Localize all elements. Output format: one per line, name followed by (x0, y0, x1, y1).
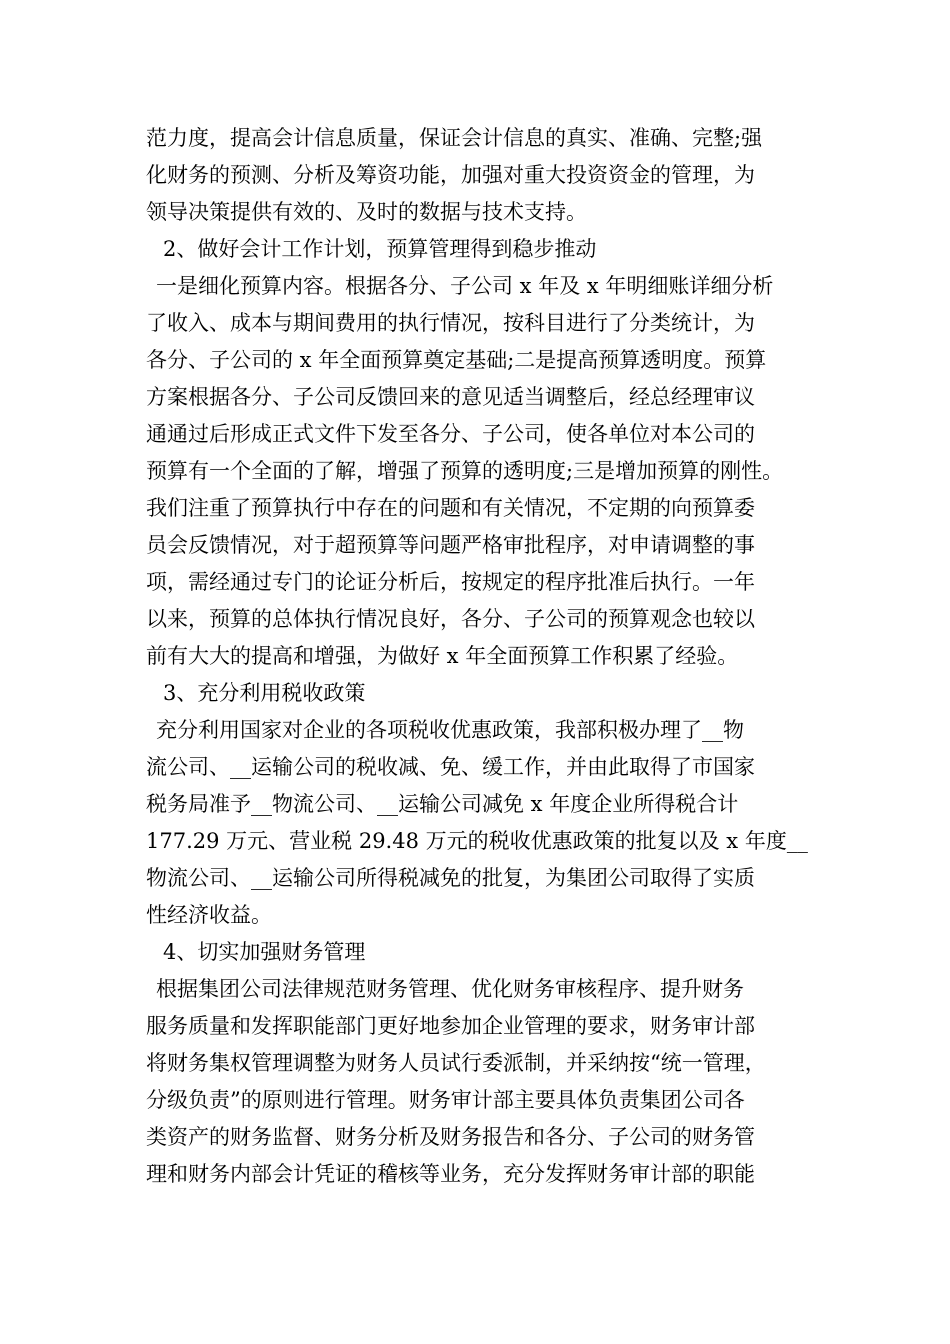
text-line: 物流公司、__运输公司所得税减免的批复，为集团公司取得了实质 (146, 866, 755, 890)
text-line: 方案根据各分、子公司反馈回来的意见适当调整后，经总经理审议 (146, 385, 755, 409)
text-line: 分级负责”的原则进行管理。财务审计部主要具体负责集团公司各 (146, 1088, 745, 1112)
text-line: 流公司、__运输公司的税收减、免、缓工作，并由此取得了市国家 (146, 755, 755, 779)
text-line: 理和财务内部会计凭证的稽核等业务，充分发挥财务审计部的职能 (146, 1162, 755, 1186)
text-line: 以来，预算的总体执行情况良好，各分、子公司的预算观念也较以 (146, 607, 755, 631)
text-line: 177.29 万元、营业税 29.48 万元的税收优惠政策的批复以及 x 年度__ (146, 829, 808, 853)
text-line: 范力度，提高会计信息质量，保证会计信息的真实、准确、完整;强 (146, 126, 763, 150)
document-body (146, 120, 810, 1193)
section-heading-4: 4、切实加强财务管理 (163, 940, 366, 964)
paragraph-start: 一是细化预算内容。根据各分、子公司 x 年及 x 年明细账详细分析 (156, 274, 774, 298)
text-line: 员会反馈情况，对于超预算等问题严格审批程序，对申请调整的事 (146, 533, 755, 557)
paragraph-start: 充分利用国家对企业的各项税收优惠政策，我部积极办理了__物 (156, 718, 744, 742)
text-line: 了收入、成本与期间费用的执行情况，按科目进行了分类统计，为 (146, 311, 755, 335)
section-heading-2: 2、做好会计工作计划，预算管理得到稳步推动 (163, 237, 597, 261)
text-line: 将财务集权管理调整为财务人员试行委派制，并采纳按“统一管理， (146, 1051, 766, 1075)
text-line: 通通过后形成正式文件下发至各分、子公司，使各单位对本公司的 (146, 422, 755, 446)
text-line: 前有大大的提高和增强，为做好 x 年全面预算工作积累了经验。 (146, 644, 739, 668)
paragraph-start: 根据集团公司法律规范财务管理、优化财务审核程序、提升财务 (156, 977, 744, 1001)
text-line: 化财务的预测、分析及筹资功能，加强对重大投资资金的管理，为 (146, 163, 755, 187)
text-line: 领导决策提供有效的、及时的数据与技术支持。 (146, 200, 587, 224)
text-line: 我们注重了预算执行中存在的问题和有关情况，不定期的向预算委 (146, 496, 755, 520)
text-line: 类资产的财务监督、财务分析及财务报告和各分、子公司的财务管 (146, 1125, 755, 1149)
text-line: 税务局准予__物流公司、__运输公司减免 x 年度企业所得税合计 (146, 792, 739, 816)
text-line: 预算有一个全面的了解，增强了预算的透明度;三是增加预算的刚性。 (146, 459, 784, 483)
text-line: 性经济收益。 (146, 903, 272, 927)
section-heading-3: 3、充分利用税收政策 (163, 681, 366, 705)
text-line: 服务质量和发挥职能部门更好地参加企业管理的要求，财务审计部 (146, 1014, 755, 1038)
text-line: 各分、子公司的 x 年全面预算奠定基础;二是提高预算透明度。预算 (146, 348, 767, 372)
text-line: 项，需经通过专门的论证分析后，按规定的程序批准后执行。一年 (146, 570, 755, 594)
